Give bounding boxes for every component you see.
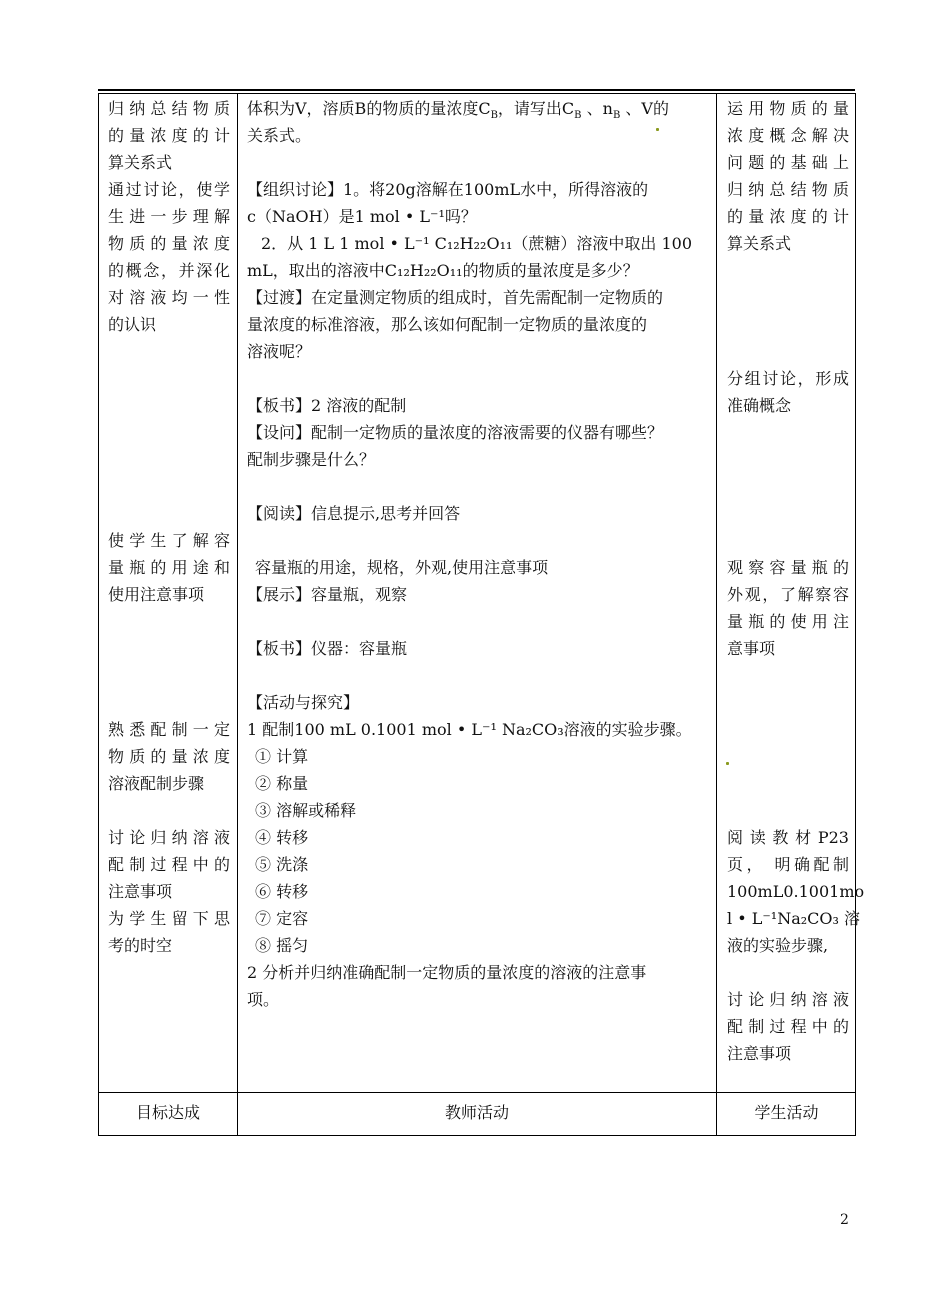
goal-line: 物质的量浓度 <box>108 747 230 766</box>
teacher-line: 【展示】容量瓶，观察 <box>247 585 408 604</box>
teacher-line: 【过渡】在定量测定物质的组成时，首先需配制一定物质的 <box>247 288 664 307</box>
student-line: 分组讨论，形成 <box>727 369 849 388</box>
goal-line: 使学生了解容 <box>108 531 230 550</box>
teacher-line: 【设问】配制一定物质的量浓度的溶液需要的仪器有哪些？ <box>247 423 664 442</box>
goal-line: 为学生留下思 <box>108 909 230 928</box>
student-line: l • L⁻¹Na₂CO₃ 溶 <box>727 909 861 928</box>
student-line: 的量浓度的计 <box>727 207 849 226</box>
teacher-line: 【板书】仪器：容量瓶 <box>247 639 408 658</box>
step-item: ① 计算 <box>255 747 309 766</box>
student-line: 量瓶的使用注 <box>727 612 849 631</box>
top-rule <box>98 89 855 91</box>
goal-line: 注意事项 <box>108 882 173 901</box>
teacher-line: 【活动与探究】 <box>247 693 360 712</box>
goal-line: 配制过程中的 <box>108 855 230 874</box>
goal-line: 算关系式 <box>108 153 173 172</box>
goal-line: 考的时空 <box>108 936 173 955</box>
goal-line: 对溶液均一性 <box>108 288 230 307</box>
teacher-line: c（NaOH）是1 mol • L⁻¹吗？ <box>247 207 477 226</box>
teacher-line: 2．从 1 L 1 mol • L⁻¹ C₁₂H₂₂O₁₁（蔗糖）溶液中取出 100 <box>261 234 693 253</box>
teacher-line: 配制步骤是什么？ <box>247 450 376 469</box>
teacher-line: 1 配制100 mL 0.1001 mol • L⁻¹ Na₂CO₃溶液的实验步骤。 <box>247 720 692 739</box>
student-line: 观察容量瓶的 <box>727 558 849 577</box>
student-line: 外观，了解察容 <box>727 585 849 604</box>
step-item: ⑦ 定容 <box>255 909 309 928</box>
step-item: ③ 溶解或稀释 <box>255 801 357 820</box>
step-item: ② 称量 <box>255 774 309 793</box>
teacher-line: 项。 <box>247 990 280 1009</box>
student-line: 100mL0.1001mo <box>727 882 865 901</box>
column-divider <box>237 94 238 1135</box>
student-line: 注意事项 <box>727 1044 792 1063</box>
speck-mark <box>656 128 659 131</box>
student-line: 算关系式 <box>727 234 792 253</box>
teacher-line: 2 分析并归纳准确配制一定物质的量浓度的溶液的注意事 <box>247 963 647 982</box>
goal-line: 熟悉配制一定 <box>108 720 230 739</box>
step-item: ⑧ 摇匀 <box>255 936 309 955</box>
teacher-line: 容量瓶的用途，规格，外观,使用注意事项 <box>255 558 549 577</box>
goal-line: 的概念，并深化 <box>108 261 230 280</box>
goal-line: 使用注意事项 <box>108 585 205 604</box>
speck-mark <box>726 762 729 765</box>
student-line: 配制过程中的 <box>727 1017 849 1036</box>
footer-teacher-header: 教师活动 <box>444 1103 509 1122</box>
goal-line: 通过讨论，使学 <box>108 180 230 199</box>
student-line: 意事项 <box>727 639 776 658</box>
student-line: 归纳总结物质 <box>727 180 849 199</box>
student-line: 运用物质的量 <box>727 99 849 118</box>
footer-student-header: 学生活动 <box>754 1103 819 1122</box>
teacher-line: mL，取出的溶液中C₁₂H₂₂O₁₁的物质的量浓度是多少？ <box>247 261 639 280</box>
step-item: ⑤ 洗涤 <box>255 855 309 874</box>
teacher-line: 溶液呢？ <box>247 342 312 361</box>
student-line: 问题的基础上 <box>727 153 849 172</box>
step-item: ④ 转移 <box>255 828 309 847</box>
step-item: ⑥ 转移 <box>255 882 309 901</box>
page-number: 2 <box>840 1212 849 1228</box>
teacher-line: 体积为V，溶质B的物质的量浓度$C_B$，请写出$C_B$ 、$n_B$ 、V的 <box>247 99 669 122</box>
teacher-line: 量浓度的标准溶液，那么该如何配制一定物质的量浓度的 <box>247 315 648 334</box>
student-line: 页， 明确配制 <box>727 855 849 874</box>
student-line: 讨论归纳溶液 <box>727 990 849 1009</box>
student-line: 阅读教材P23 <box>727 828 849 847</box>
goal-line: 生进一步理解 <box>108 207 230 226</box>
teacher-line: 【阅读】信息提示,思考并回答 <box>247 504 461 523</box>
goal-line: 讨论归纳溶液 <box>108 828 230 847</box>
goal-line: 量瓶的用途和 <box>108 558 230 577</box>
teacher-line: 【板书】2 溶液的配制 <box>247 396 407 415</box>
goal-line: 归纳总结物质 <box>108 99 230 118</box>
student-line: 浓度概念解决 <box>727 126 849 145</box>
column-divider <box>716 94 717 1135</box>
goal-line: 的量浓度的计 <box>108 126 230 145</box>
footer-goals-header: 目标达成 <box>135 1103 200 1122</box>
goal-line: 溶液配制步骤 <box>108 774 205 793</box>
goal-line: 物质的量浓度 <box>108 234 230 253</box>
lesson-table <box>98 93 865 1136</box>
student-line: 液的实验步骤, <box>727 936 829 955</box>
teacher-line: 【组织讨论】1。将20g溶解在100mL水中，所得溶液的 <box>247 180 649 199</box>
teacher-line: 关系式。 <box>247 126 312 145</box>
student-line: 准确概念 <box>727 396 792 415</box>
goal-line: 的认识 <box>108 315 157 334</box>
